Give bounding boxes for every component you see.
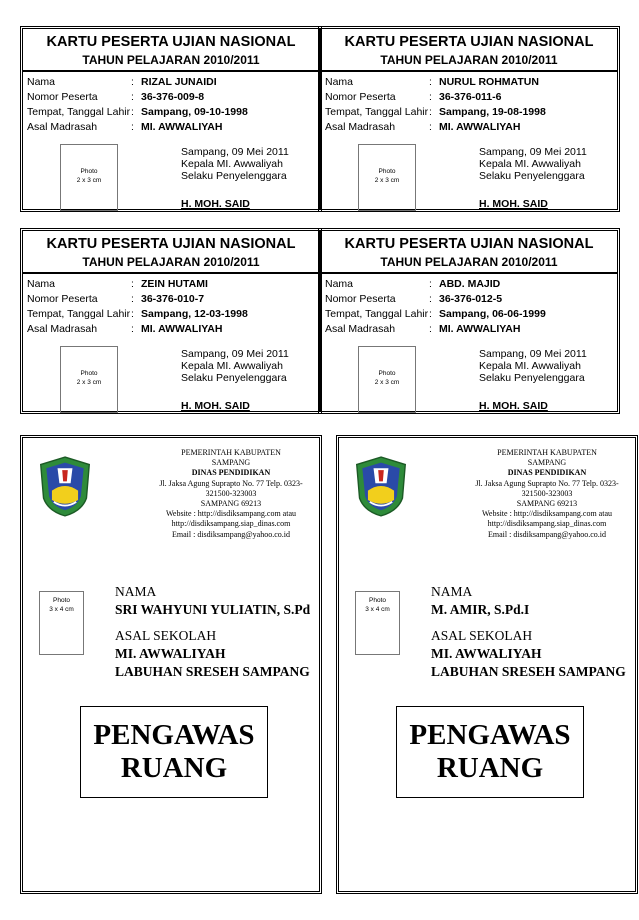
- field-label: Asal Madrasah: [27, 323, 98, 335]
- sign-office: Kepala MI. Awwaliyah: [479, 158, 581, 170]
- field-row-school: Asal Madrasah : MI. AWWALIYAH: [325, 121, 521, 133]
- sign-office: Kepala MI. Awwaliyah: [181, 360, 283, 372]
- card-header: [23, 231, 319, 274]
- participant-number: 36-376-011-6: [439, 91, 502, 103]
- proctor-school-place: LABUHAN SRESEH SAMPANG: [431, 664, 626, 679]
- inst-city: SAMPANG 69213: [516, 499, 578, 509]
- proctor-school: MI. AWWALIYAH: [431, 646, 542, 661]
- participant-name: RIZAL JUNAIDI: [141, 76, 217, 88]
- field-row-name: Nama : ABD. MAJID: [325, 278, 501, 290]
- role-line: RUANG: [120, 752, 228, 784]
- inst-city: SAMPANG 69213: [200, 499, 262, 509]
- exam-card: [318, 26, 620, 212]
- inst-line: SAMPANG: [527, 458, 567, 468]
- participant-fields: [27, 277, 248, 337]
- participant-birth: Sampang, 12-03-1998: [141, 308, 248, 320]
- role-line: RUANG: [436, 752, 544, 784]
- card-subtitle: TAHUN PELAJARAN 2010/2011: [82, 53, 260, 67]
- field-row-name: Nama : NURUL ROHMATUN: [325, 76, 539, 88]
- field-row-birth: Tempat, Tanggal Lahir : Sampang, 06-06-1999: [325, 308, 546, 320]
- field-label: Nama: [27, 76, 56, 88]
- field-label: Tempat, Tanggal Lahir: [325, 308, 429, 320]
- field-row-birth: Tempat, Tanggal Lahir : Sampang, 09-10-1998: [27, 106, 248, 118]
- field-label: Nomor Peserta: [27, 293, 98, 305]
- sign-date: Sampang, 09 Mei 2011: [181, 146, 289, 158]
- photo-size: 2 x 3 cm: [76, 177, 102, 184]
- field-row-school: Asal Madrasah : MI. AWWALIYAH: [325, 323, 521, 335]
- participant-birth: Sampang, 19-08-1998: [439, 106, 546, 118]
- card-title: KARTU PESERTA UJIAN NASIONAL: [344, 34, 594, 50]
- participant-fields: [27, 75, 248, 135]
- photo-placeholder: [355, 591, 400, 655]
- photo-size: 3 x 4 cm: [365, 606, 390, 613]
- field-label: Asal Madrasah: [325, 323, 396, 335]
- inst-website-alt: http://disdiksampang.siap_dinas.com: [171, 519, 291, 529]
- sign-role: Selaku Penyelenggara: [479, 170, 585, 182]
- card-title: KARTU PESERTA UJIAN NASIONAL: [344, 236, 594, 252]
- field-row-number: Nomor Peserta : 36-376-010-7: [27, 293, 205, 305]
- inst-website: Website : http://disdiksampang.com atau: [166, 509, 296, 519]
- card-title: KARTU PESERTA UJIAN NASIONAL: [46, 34, 296, 50]
- field-row-number: Nomor Peserta : 36-376-011-6: [325, 91, 502, 103]
- field-label: Tempat, Tanggal Lahir: [27, 308, 131, 320]
- photo-size: 2 x 3 cm: [374, 379, 400, 386]
- field-row-school: Asal Madrasah : MI. AWWALIYAH: [27, 121, 223, 133]
- photo-label: Photo: [369, 597, 386, 604]
- name-label: NAMA: [431, 584, 473, 599]
- photo-size: 2 x 3 cm: [374, 177, 400, 184]
- participant-school: MI. AWWALIYAH: [141, 121, 223, 133]
- exam-card: [318, 228, 620, 414]
- inst-line: SAMPANG: [211, 458, 251, 468]
- participant-school: MI. AWWALIYAH: [141, 323, 223, 335]
- field-label: Nomor Peserta: [325, 293, 396, 305]
- participant-fields: [325, 277, 546, 337]
- proctor-info: [115, 583, 310, 681]
- card-subtitle: TAHUN PELAJARAN 2010/2011: [380, 53, 558, 67]
- card-title: KARTU PESERTA UJIAN NASIONAL: [46, 236, 296, 252]
- photo-placeholder: [60, 144, 118, 211]
- field-row-name: Nama : RIZAL JUNAIDI: [27, 76, 217, 88]
- field-label: Tempat, Tanggal Lahir: [325, 106, 429, 118]
- inst-dept: DINAS PENDIDIKAN: [191, 468, 271, 478]
- institution-header: [457, 448, 637, 540]
- field-label: Asal Madrasah: [325, 121, 396, 133]
- signature-block: [181, 348, 289, 384]
- field-label: Nama: [325, 278, 354, 290]
- proctor-school: MI. AWWALIYAH: [115, 646, 226, 661]
- field-label: Tempat, Tanggal Lahir: [27, 106, 131, 118]
- participant-birth: Sampang, 06-06-1999: [439, 308, 546, 320]
- field-label: Asal Madrasah: [27, 121, 98, 133]
- card-header: [23, 29, 319, 72]
- participant-name: ZEIN HUTAMI: [141, 278, 208, 290]
- photo-label: Photo: [80, 370, 98, 377]
- participant-birth: Sampang, 09-10-1998: [141, 106, 248, 118]
- role-box: [80, 706, 268, 798]
- field-label: Nama: [325, 76, 354, 88]
- participant-school: MI. AWWALIYAH: [439, 121, 521, 133]
- signature-block: [181, 146, 289, 182]
- field-label: Nomor Peserta: [325, 91, 396, 103]
- inst-email: Email : disdiksampang@yahoo.co.id: [487, 529, 606, 539]
- exam-card: [20, 228, 322, 414]
- sign-date: Sampang, 09 Mei 2011: [479, 348, 587, 360]
- card-subtitle: TAHUN PELAJARAN 2010/2011: [380, 255, 558, 269]
- participant-fields: [325, 75, 546, 135]
- photo-placeholder: [358, 346, 416, 413]
- inst-address: Jl. Jaksa Agung Suprapto No. 77 Telp. 0323-: [159, 478, 303, 488]
- photo-placeholder: [60, 346, 118, 413]
- inst-phone: 321500-323003: [521, 488, 573, 498]
- sampang-regency-emblem: [353, 452, 409, 520]
- signer-name: H. MOH. SAID: [181, 198, 250, 210]
- exam-card: [20, 26, 322, 212]
- signer-name: H. MOH. SAID: [479, 198, 548, 210]
- photo-size: 3 x 4 cm: [49, 606, 74, 613]
- field-row-birth: Tempat, Tanggal Lahir : Sampang, 19-08-1998: [325, 106, 546, 118]
- role-line: PENGAWAS: [93, 719, 255, 751]
- proctor-school-place: LABUHAN SRESEH SAMPANG: [115, 664, 310, 679]
- institution-header: [141, 448, 321, 540]
- field-row-school: Asal Madrasah : MI. AWWALIYAH: [27, 323, 223, 335]
- sign-date: Sampang, 09 Mei 2011: [181, 348, 289, 360]
- sign-role: Selaku Penyelenggara: [181, 372, 287, 384]
- inst-website: Website : http://disdiksampang.com atau: [482, 509, 612, 519]
- school-label: ASAL SEKOLAH: [115, 628, 217, 643]
- inst-line: PEMERINTAH KABUPATEN: [181, 448, 281, 457]
- field-row-number: Nomor Peserta : 36-376-009-8: [27, 91, 205, 103]
- participant-number: 36-376-012-5: [439, 293, 503, 305]
- inst-address: Jl. Jaksa Agung Suprapto No. 77 Telp. 0323-: [475, 478, 619, 488]
- inst-dept: DINAS PENDIDIKAN: [507, 468, 587, 478]
- name-label: NAMA: [115, 584, 157, 599]
- inst-email: Email : disdiksampang@yahoo.co.id: [171, 529, 290, 539]
- photo-placeholder: [358, 144, 416, 211]
- sampang-regency-emblem: [37, 452, 93, 520]
- signer-name: H. MOH. SAID: [479, 400, 548, 412]
- photo-label: Photo: [378, 168, 396, 175]
- field-label: Nomor Peserta: [27, 91, 98, 103]
- field-row-birth: Tempat, Tanggal Lahir : Sampang, 12-03-1998: [27, 308, 248, 320]
- inst-phone: 321500-323003: [205, 488, 257, 498]
- proctor-name: SRI WAHYUNI YULIATIN, S.Pd: [115, 602, 311, 617]
- card-header: [321, 29, 617, 72]
- sign-office: Kepala MI. Awwaliyah: [479, 360, 581, 372]
- sign-role: Selaku Penyelenggara: [181, 170, 287, 182]
- photo-label: Photo: [378, 370, 396, 377]
- participant-name: ABD. MAJID: [439, 278, 501, 290]
- sign-office: Kepala MI. Awwaliyah: [181, 158, 283, 170]
- proctor-info: [431, 583, 626, 681]
- participant-number: 36-376-010-7: [141, 293, 205, 305]
- participant-school: MI. AWWALIYAH: [439, 323, 521, 335]
- photo-label: Photo: [53, 597, 70, 604]
- proctor-card: [336, 435, 638, 894]
- photo-size: 2 x 3 cm: [76, 379, 102, 386]
- card-header: [321, 231, 617, 274]
- inst-website-alt: http://disdiksampang.siap_dinas.com: [487, 519, 607, 529]
- photo-placeholder: [39, 591, 84, 655]
- sign-date: Sampang, 09 Mei 2011: [479, 146, 587, 158]
- participant-name: NURUL ROHMATUN: [439, 76, 539, 88]
- field-label: Nama: [27, 278, 56, 290]
- role-line: PENGAWAS: [409, 719, 571, 751]
- card-subtitle: TAHUN PELAJARAN 2010/2011: [82, 255, 260, 269]
- inst-line: PEMERINTAH KABUPATEN: [497, 448, 597, 457]
- role-box: [396, 706, 584, 798]
- school-label: ASAL SEKOLAH: [431, 628, 533, 643]
- participant-number: 36-376-009-8: [141, 91, 205, 103]
- sign-role: Selaku Penyelenggara: [479, 372, 585, 384]
- signature-block: [479, 146, 587, 182]
- field-row-name: Nama : ZEIN HUTAMI: [27, 278, 208, 290]
- proctor-name: M. AMIR, S.Pd.I: [431, 602, 530, 617]
- field-row-number: Nomor Peserta : 36-376-012-5: [325, 293, 503, 305]
- signer-name: H. MOH. SAID: [181, 400, 250, 412]
- photo-label: Photo: [80, 168, 98, 175]
- signature-block: [479, 348, 587, 384]
- proctor-card: [20, 435, 322, 894]
